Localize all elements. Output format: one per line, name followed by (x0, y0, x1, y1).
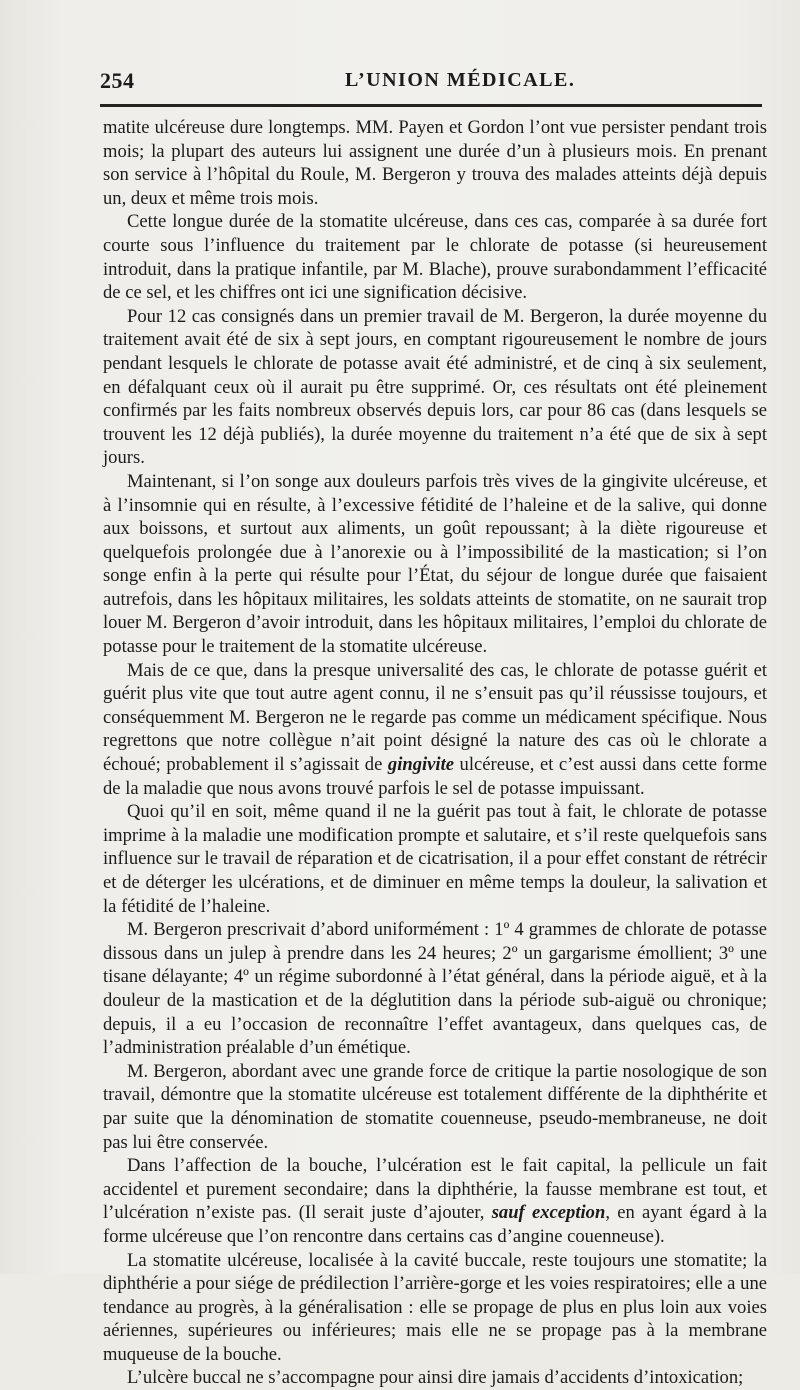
paragraph-6: Quoi qu’il en soit, même quand il ne la guérit pas tout à fait, le chlorate de potasse imprime à la maladie une modification prompte et salutaire, et s’il reste quelquefois sans influence sur le travail de réparation et de cicatrisation, il a pour effet constant de rétrécir et de déterger les ulcérations, et de diminuer en même temps la douleur, la salivation et la fétidité de l’haleine. (103, 801, 767, 917)
page-header (100, 68, 760, 98)
page-number: 254 (100, 68, 135, 93)
paragraph-11: L’ulcère buccal ne s’accompagne pour ainsi dire jamais d’accidents d’intoxication; (127, 1367, 744, 1389)
running-title: L’UNION MÉDICALE. (345, 69, 576, 91)
body-text (103, 116, 767, 1390)
paragraph-3: Pour 12 cas consignés dans un premier travail de M. Bergeron, la durée moyenne du traitement avait été de six à sept jours, en comptant rigoureusement le nombre de jours pendant lesquels le chlorate de potasse avait été administré, et de cinq à six seulement, en défalquant ceux où il aurait pu être supprimé. Or, ces résultats ont été pleinement confirmés par les faits nombreux observés depuis lors, car pour 86 cas (dans lesquels se trouvent les 12 déjà publiés), la durée moyenne du traitement n’a été que de six à sept jours. (103, 305, 767, 469)
paragraph-5-text-b: ulcéreuse, et c’est aussi dans cette forme de la maladie que nous avons trouvé parfois le sel de potasse impuissant. (103, 754, 767, 799)
paragraph-5 (103, 659, 767, 801)
paragraph-5-text-a: Mais de ce que, dans la presque universalité des cas, le chlorate de potasse guérit et guérit plus vite que tout autre agent connu, il ne s’ensuit pas qu’il réussisse toujours, et conséquemment M. Bergeron ne le regarde pas comme un médicament spécifique. Nous regrettons que notre collègue n’ait point désigné la nature des cas où le chlorate a échoué; probablement il s’agissait de (103, 659, 767, 776)
paragraph-8: M. Bergeron, abordant avec une grande force de critique la partie nosologique de son travail, démontre que la stomatite ulcéreuse est totalement différente de la diphthérite et par suite que la dénomination de stomatite couenneuse, pseudo-membraneuse, ne doit pas lui être conservée. (103, 1060, 767, 1153)
paragraph-9-text-a: Dans l’affection de la bouche, l’ulcération est le fait capital, la pellicule un fait accidentel et purement secondaire; dans la diphthérie, la fausse membrane est tout, et l’ulcération n’existe pas. (Il serait juste d’ajouter, (103, 1155, 767, 1224)
paragraph-2: Cette longue durée de la stomatite ulcéreuse, dans ces cas, comparée à sa durée fort courte sous l’influence du traitement par le chlorate de potasse (si heureusement introduit, dans la pratique infantile, par M. Blache), prouve surabondamment l’efficacité de ce sel, et les chiffres ont ici une signification décisive. (103, 211, 767, 304)
paragraph-9-text-b: , en ayant égard à la forme ulcéreuse que l’on rencontre dans certains cas d’angine couenneuse). (103, 1202, 767, 1247)
paragraph-1: matite ulcéreuse dure longtemps. MM. Payen et Gordon l’ont vue persister pendant trois mois; la plupart des auteurs lui assignent une durée d’un à plusieurs mois. En prenant son service à l’hôpital du Roule, M. Bergeron y trouva des malades atteints déjà depuis un, deux et même trois mois. (103, 117, 767, 209)
paragraph-5-emphasis: gingivite (387, 754, 454, 776)
paragraph-9-emphasis: sauf exception (491, 1202, 606, 1224)
paragraph-10: La stomatite ulcéreuse, localisée à la cavité buccale, reste toujours une stomatite; la diphthérie a pour siége de prédilection l’arrière-gorge et les voies respiratoires; elle a une tendance au progrès, à la généralisation : elle se propage de plus en plus loin aux voies aériennes, supérieures ou inférieures; mais elle ne se propage pas à la membrane muqueuse de la bouche. (103, 1249, 767, 1365)
paragraph-9 (103, 1154, 767, 1248)
paragraph-4: Maintenant, si l’on songe aux douleurs parfois très vives de la gingivite ulcéreuse, et à l’insomnie qui en résulte, à l’excessive fétidité de l’haleine et de la salive, qui donne aux boissons, et surtout aux aliments, un goût repoussant; à la diète rigoureuse et quelquefois prolongée due à l’anorexie ou à l’impossibilité de la mastication; si l’on songe enfin à la perte qui résulte pour l’État, du séjour de longue durée que faisaient autrefois, dans les hôpitaux militaires, les soldats atteints de stomatite, on ne saurait trop louer M. Bergeron d’avoir introduit, dans les hôpitaux militaires, l’emploi du chlorate de potasse pour le traitement de la stomatite ulcéreuse. (103, 470, 767, 658)
header-rule (100, 104, 762, 107)
paragraph-7: M. Bergeron prescrivait d’abord uniformément : 1º 4 grammes de chlorate de potasse dissous dans un julep à prendre dans les 24 heures; 2º un gargarisme émollient; 3º une tisane délayante; 4º un régime subordonné à l’état général, dans la période aiguë, et à la douleur de la mastication et de la déglutition dans la période sub-aiguë ou chronique; depuis, il a eu l’occasion de reconnaître l’effet avantageux, dans quelques cas, de l’administration préalable d’un émétique. (103, 919, 767, 1059)
